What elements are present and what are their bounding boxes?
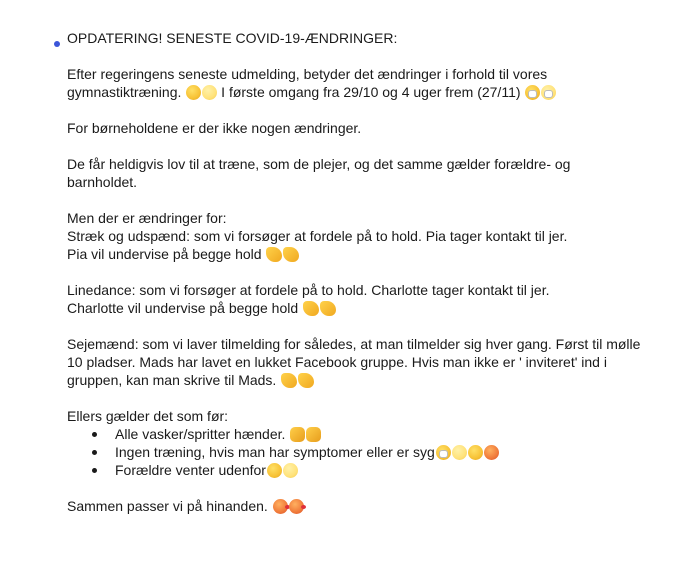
text-segment: Pia vil undervise på begge hold xyxy=(67,246,262,262)
list-item-text: Ingen træning, hvis man har symptomer eller er syg xyxy=(115,444,435,460)
sick-face-icon xyxy=(468,445,483,460)
text-line xyxy=(67,83,627,101)
paragraph-sejemaend xyxy=(67,335,641,389)
face-with-mask-icon xyxy=(541,85,556,100)
text-segment: Sammen passer vi på hinanden. xyxy=(67,498,268,514)
text-line xyxy=(67,245,627,263)
text-segment: Charlotte vil undervise på begge hold xyxy=(67,300,299,316)
list-item xyxy=(67,425,627,443)
face-with-mask-icon xyxy=(525,85,540,100)
cursor-marker xyxy=(54,41,60,47)
paragraph-linedance xyxy=(67,281,627,317)
grimacing-face-icon xyxy=(267,463,282,478)
text-line: Men der er ændringer for: xyxy=(67,210,227,226)
flexed-biceps-icon xyxy=(298,373,314,388)
face-blowing-kiss-icon xyxy=(273,499,288,514)
text-line: De får heldigvis lov til at træne, som de plejer, og det samme gælder forældre- og xyxy=(67,156,571,172)
clapping-hands-icon xyxy=(290,427,305,442)
flexed-biceps-icon xyxy=(320,301,336,316)
paragraph-parents xyxy=(67,155,627,191)
paragraph-otherwise: Ellers gælder det som før: xyxy=(67,408,229,424)
post-body xyxy=(67,29,641,533)
list-item-text: Alle vasker/spritter hænder. xyxy=(115,426,286,442)
post-title: OPDATERING! SENESTE COVID-19-ÆNDRINGER: xyxy=(67,30,398,46)
flexed-biceps-icon xyxy=(303,301,319,316)
text-line: Sejemænd: som vi laver tilmelding for således, at man tilmelder sig hver gang. Først til mølle xyxy=(67,336,641,352)
text-line xyxy=(67,371,627,389)
text-segment: gruppen, kan man skrive til Mads. xyxy=(67,372,277,388)
text-segment: I første omgang fra 29/10 og 4 uger frem (27/11) xyxy=(221,84,521,100)
rules-list xyxy=(67,425,627,479)
list-item xyxy=(67,461,627,479)
flexed-biceps-icon xyxy=(281,373,297,388)
sick-face-icon xyxy=(436,445,451,460)
paragraph-closing xyxy=(67,497,627,515)
text-line: barnholdet. xyxy=(67,174,138,190)
text-line xyxy=(67,299,627,317)
text-segment: gymnastiktræning. xyxy=(67,84,182,100)
thinking-face-icon xyxy=(202,85,217,100)
flexed-biceps-icon xyxy=(283,247,299,262)
list-item xyxy=(67,443,627,461)
text-line: Efter regeringens seneste udmelding, betyder det ændringer i forhold til vores xyxy=(67,66,548,82)
clapping-hands-icon xyxy=(306,427,321,442)
sick-face-icon xyxy=(452,445,467,460)
thinking-face-icon xyxy=(186,85,201,100)
paragraph-changes xyxy=(67,209,627,263)
text-line: 10 pladser. Mads har lavet en lukket Facebook gruppe. Hvis man ikke er ' inviteret' ind i xyxy=(67,354,607,370)
text-line: Stræk og udspænd: som vi forsøger at fordele på to hold. Pia tager kontakt til jer. xyxy=(67,228,568,244)
paragraph-regulations xyxy=(67,65,627,101)
paragraph-children: For børneholdene er der ikke nogen ændringer. xyxy=(67,120,362,136)
sick-face-icon xyxy=(484,445,499,460)
list-item-text: Forældre venter udenfor xyxy=(115,462,266,478)
text-line: Linedance: som vi forsøger at fordele på to hold. Charlotte tager kontakt til jer. xyxy=(67,282,550,298)
grimacing-face-icon xyxy=(283,463,298,478)
face-blowing-kiss-icon xyxy=(289,499,304,514)
flexed-biceps-icon xyxy=(266,247,282,262)
